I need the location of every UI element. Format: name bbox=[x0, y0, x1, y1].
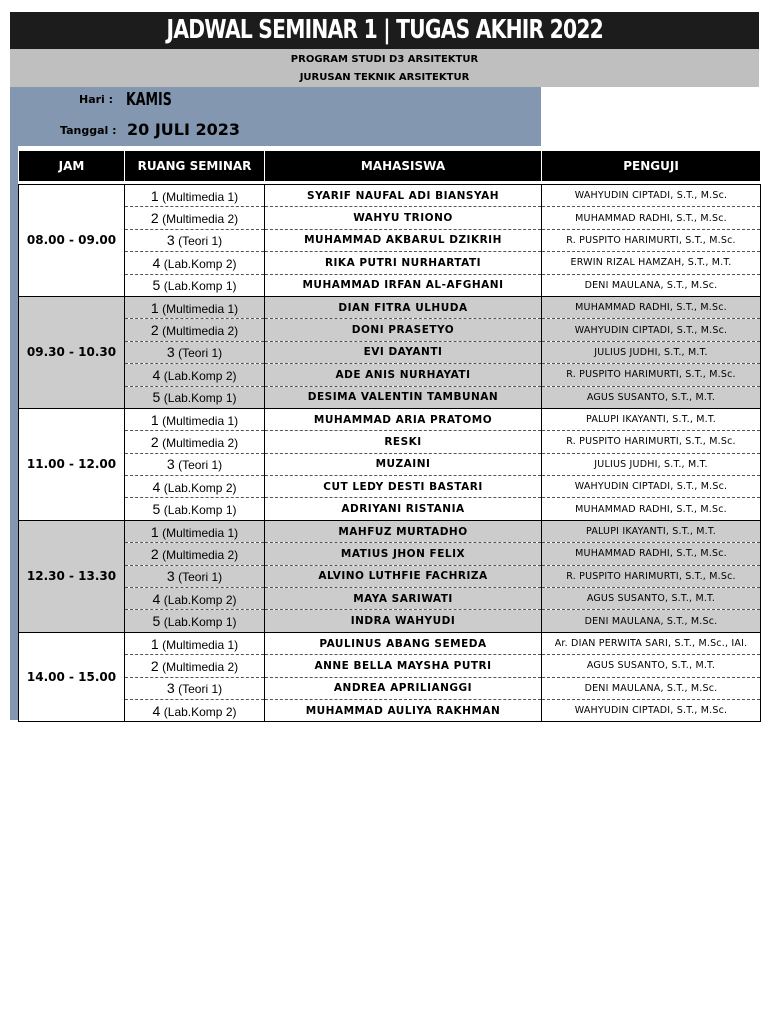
room-name: (Teori 1) bbox=[178, 682, 223, 697]
table-header-row bbox=[19, 151, 761, 182]
room-cell bbox=[125, 408, 265, 430]
examiner-cell: PALUPI IKAYANTI, S.T., M.T. bbox=[542, 520, 761, 542]
column-header-penguji: PENGUJI bbox=[542, 151, 761, 182]
student-name-cell: MATIUS JHON FELIX bbox=[265, 543, 542, 565]
room-cell bbox=[125, 185, 265, 207]
room-number: 5 bbox=[152, 277, 161, 294]
tanggal-value: 20 JULI 2023 bbox=[127, 120, 241, 139]
time-slot-cell: 14.00 - 15.00 bbox=[19, 632, 125, 722]
room-number: 4 bbox=[152, 590, 161, 607]
room-number: 1 bbox=[150, 411, 159, 428]
room-number: 4 bbox=[152, 478, 161, 495]
examiner-cell: R. PUSPITO HARIMURTI, S.T., M.Sc. bbox=[542, 431, 761, 453]
table-row bbox=[19, 565, 761, 587]
room-number: 3 bbox=[166, 568, 175, 585]
room-name: (Teori 1) bbox=[178, 346, 223, 361]
room-name: (Multimedia 1) bbox=[162, 413, 239, 428]
room-name: (Lab.Komp 1) bbox=[163, 615, 237, 630]
student-name-cell: CUT LEDY DESTI BASTARI bbox=[265, 476, 542, 498]
hari-label: Hari : bbox=[79, 93, 114, 106]
room-name: (Lab.Komp 2) bbox=[163, 256, 237, 271]
student-name-cell: DESIMA VALENTIN TAMBUNAN bbox=[265, 386, 542, 408]
examiner-cell: WAHYUDIN CIPTADI, S.T., M.Sc. bbox=[542, 185, 761, 207]
room-name: (Lab.Komp 1) bbox=[163, 503, 237, 518]
table-row bbox=[19, 229, 761, 251]
room-cell bbox=[125, 252, 265, 274]
room-number: 4 bbox=[152, 366, 161, 383]
student-name-cell: INDRA WAHYUDI bbox=[265, 610, 542, 632]
student-name-cell: MUZAINI bbox=[265, 453, 542, 475]
student-name-cell: ALVINO LUTHFIE FACHRIZA bbox=[265, 565, 542, 587]
student-name-cell: ADRIYANI RISTANIA bbox=[265, 498, 542, 520]
student-name-cell: MUHAMMAD ARIA PRATOMO bbox=[265, 408, 542, 430]
examiner-cell: R. PUSPITO HARIMURTI, S.T., M.Sc. bbox=[542, 364, 761, 386]
student-name-cell: MUHAMMAD IRFAN AL-AFGHANI bbox=[265, 274, 542, 296]
examiner-cell: PALUPI IKAYANTI, S.T., M.T. bbox=[542, 408, 761, 430]
room-cell bbox=[125, 543, 265, 565]
room-cell bbox=[125, 453, 265, 475]
table-row bbox=[19, 274, 761, 296]
hari-value: KAMIS bbox=[126, 89, 172, 110]
table-row bbox=[19, 341, 761, 363]
table-row bbox=[19, 296, 761, 318]
department-subtitle: JURUSAN TEKNIK ARSITEKTUR bbox=[299, 72, 470, 83]
examiner-cell: MUHAMMAD RADHI, S.T., M.Sc. bbox=[542, 543, 761, 565]
room-number: 2 bbox=[150, 657, 159, 674]
student-name-cell: MAHFUZ MURTADHO bbox=[265, 520, 542, 542]
student-name-cell: MAYA SARIWATI bbox=[265, 588, 542, 610]
time-slot-cell: 09.30 - 10.30 bbox=[19, 296, 125, 408]
table-row bbox=[19, 476, 761, 498]
examiner-cell: WAHYUDIN CIPTADI, S.T., M.Sc. bbox=[542, 476, 761, 498]
program-subtitle: PROGRAM STUDI D3 ARSITEKTUR bbox=[290, 54, 479, 65]
room-number: 4 bbox=[152, 254, 161, 271]
room-name: (Lab.Komp 2) bbox=[163, 592, 237, 607]
room-name: (Lab.Komp 2) bbox=[163, 368, 237, 383]
room-number: 1 bbox=[150, 635, 159, 652]
table-row bbox=[19, 207, 761, 229]
student-name-cell: WAHYU TRIONO bbox=[265, 207, 542, 229]
room-name: (Teori 1) bbox=[178, 234, 223, 249]
page-title: JADWAL SEMINAR 1 | TUGAS AKHIR 2022 bbox=[10, 12, 759, 49]
time-slot-cell: 12.30 - 13.30 bbox=[19, 520, 125, 632]
tanggal-label: Tanggal : bbox=[60, 124, 117, 137]
room-name: (Multimedia 2) bbox=[162, 324, 239, 339]
room-number: 2 bbox=[150, 433, 159, 450]
room-number: 1 bbox=[150, 523, 159, 540]
examiner-cell: AGUS SUSANTO, S.T., M.T. bbox=[542, 655, 761, 677]
room-cell bbox=[125, 632, 265, 654]
examiner-cell: WAHYUDIN CIPTADI, S.T., M.Sc. bbox=[542, 699, 761, 721]
room-number: 3 bbox=[166, 232, 175, 249]
table-row bbox=[19, 431, 761, 453]
examiner-cell: Ar. DIAN PERWITA SARI, S.T., M.Sc., IAI. bbox=[542, 632, 761, 654]
room-cell bbox=[125, 229, 265, 251]
column-header-ruang: RUANG SEMINAR bbox=[125, 151, 265, 182]
room-cell bbox=[125, 319, 265, 341]
room-name: (Multimedia 2) bbox=[162, 659, 239, 674]
room-cell bbox=[125, 677, 265, 699]
room-name: (Multimedia 1) bbox=[162, 525, 239, 540]
room-number: 1 bbox=[150, 187, 159, 204]
room-number: 5 bbox=[152, 501, 161, 518]
subtitle-band bbox=[10, 49, 759, 87]
student-name-cell: EVI DAYANTI bbox=[265, 341, 542, 363]
room-number: 2 bbox=[150, 322, 159, 339]
student-name-cell: MUHAMMAD AULIYA RAKHMAN bbox=[265, 699, 542, 721]
column-header-mahasiswa: MAHASISWA bbox=[265, 151, 542, 182]
room-cell bbox=[125, 207, 265, 229]
table-row bbox=[19, 677, 761, 699]
table-row bbox=[19, 655, 761, 677]
student-name-cell: DONI PRASETYO bbox=[265, 319, 542, 341]
room-name: (Multimedia 1) bbox=[162, 637, 239, 652]
examiner-cell: DENI MAULANA, S.T., M.Sc. bbox=[542, 610, 761, 632]
room-number: 3 bbox=[166, 680, 175, 697]
room-name: (Multimedia 1) bbox=[162, 301, 239, 316]
schedule-table bbox=[18, 150, 761, 722]
student-name-cell: PAULINUS ABANG SEMEDA bbox=[265, 632, 542, 654]
table-row bbox=[19, 319, 761, 341]
room-name: (Lab.Komp 2) bbox=[163, 704, 237, 719]
table-row bbox=[19, 632, 761, 654]
student-name-cell: RESKI bbox=[265, 431, 542, 453]
room-number: 3 bbox=[166, 456, 175, 473]
examiner-cell: MUHAMMAD RADHI, S.T., M.Sc. bbox=[542, 207, 761, 229]
room-number: 4 bbox=[152, 702, 161, 719]
table-row bbox=[19, 699, 761, 721]
schedule-body bbox=[19, 182, 761, 722]
student-name-cell: ADE ANIS NURHAYATI bbox=[265, 364, 542, 386]
room-cell bbox=[125, 588, 265, 610]
student-name-cell: SYARIF NAUFAL ADI BIANSYAH bbox=[265, 185, 542, 207]
table-row bbox=[19, 408, 761, 430]
room-number: 5 bbox=[152, 613, 161, 630]
time-slot-cell: 11.00 - 12.00 bbox=[19, 408, 125, 520]
table-row bbox=[19, 520, 761, 542]
table-row bbox=[19, 543, 761, 565]
student-name-cell: ANNE BELLA MAYSHA PUTRI bbox=[265, 655, 542, 677]
table-row bbox=[19, 453, 761, 475]
table-row bbox=[19, 588, 761, 610]
table-row bbox=[19, 252, 761, 274]
student-name-cell: ANDREA APRILIANGGI bbox=[265, 677, 542, 699]
column-header-jam: JAM bbox=[19, 151, 125, 182]
table-row bbox=[19, 610, 761, 632]
examiner-cell: MUHAMMAD RADHI, S.T., M.Sc. bbox=[542, 296, 761, 318]
room-cell bbox=[125, 274, 265, 296]
room-cell bbox=[125, 476, 265, 498]
examiner-cell: AGUS SUSANTO, S.T., M.T. bbox=[542, 588, 761, 610]
examiner-cell: JULIUS JUDHI, S.T., M.T. bbox=[542, 453, 761, 475]
room-name: (Multimedia 1) bbox=[162, 189, 239, 204]
table-row bbox=[19, 386, 761, 408]
room-cell bbox=[125, 341, 265, 363]
room-name: (Lab.Komp 1) bbox=[163, 279, 237, 294]
table-row bbox=[19, 185, 761, 207]
room-number: 5 bbox=[152, 389, 161, 406]
room-number: 2 bbox=[150, 210, 159, 227]
student-name-cell: MUHAMMAD AKBARUL DZIKRIH bbox=[265, 229, 542, 251]
room-name: (Multimedia 2) bbox=[162, 212, 239, 227]
room-cell bbox=[125, 498, 265, 520]
examiner-cell: JULIUS JUDHI, S.T., M.T. bbox=[542, 341, 761, 363]
examiner-cell: DENI MAULANA, S.T., M.Sc. bbox=[542, 677, 761, 699]
examiner-cell: DENI MAULANA, S.T., M.Sc. bbox=[542, 274, 761, 296]
examiner-cell: AGUS SUSANTO, S.T., M.T. bbox=[542, 386, 761, 408]
table-row bbox=[19, 498, 761, 520]
room-number: 3 bbox=[166, 344, 175, 361]
room-cell bbox=[125, 565, 265, 587]
room-cell bbox=[125, 520, 265, 542]
room-number: 1 bbox=[150, 299, 159, 316]
student-name-cell: RIKA PUTRI NURHARTATI bbox=[265, 252, 542, 274]
examiner-cell: R. PUSPITO HARIMURTI, S.T., M.Sc. bbox=[542, 565, 761, 587]
left-accent-strip bbox=[10, 146, 18, 720]
room-cell bbox=[125, 699, 265, 721]
room-name: (Lab.Komp 2) bbox=[163, 480, 237, 495]
room-cell bbox=[125, 364, 265, 386]
student-name-cell: DIAN FITRA ULHUDA bbox=[265, 296, 542, 318]
room-name: (Multimedia 2) bbox=[162, 435, 239, 450]
room-cell bbox=[125, 610, 265, 632]
room-name: (Lab.Komp 1) bbox=[163, 391, 237, 406]
table-row bbox=[19, 364, 761, 386]
examiner-cell: R. PUSPITO HARIMURTI, S.T., M.Sc. bbox=[542, 229, 761, 251]
room-number: 2 bbox=[150, 545, 159, 562]
room-cell bbox=[125, 296, 265, 318]
room-name: (Multimedia 2) bbox=[162, 547, 239, 562]
room-name: (Teori 1) bbox=[178, 458, 223, 473]
room-cell bbox=[125, 431, 265, 453]
room-cell bbox=[125, 655, 265, 677]
room-name: (Teori 1) bbox=[178, 570, 223, 585]
time-slot-cell: 08.00 - 09.00 bbox=[19, 185, 125, 297]
room-cell bbox=[125, 386, 265, 408]
examiner-cell: MUHAMMAD RADHI, S.T., M.Sc. bbox=[542, 498, 761, 520]
examiner-cell: WAHYUDIN CIPTADI, S.T., M.Sc. bbox=[542, 319, 761, 341]
examiner-cell: ERWIN RIZAL HAMZAH, S.T., M.T. bbox=[542, 252, 761, 274]
